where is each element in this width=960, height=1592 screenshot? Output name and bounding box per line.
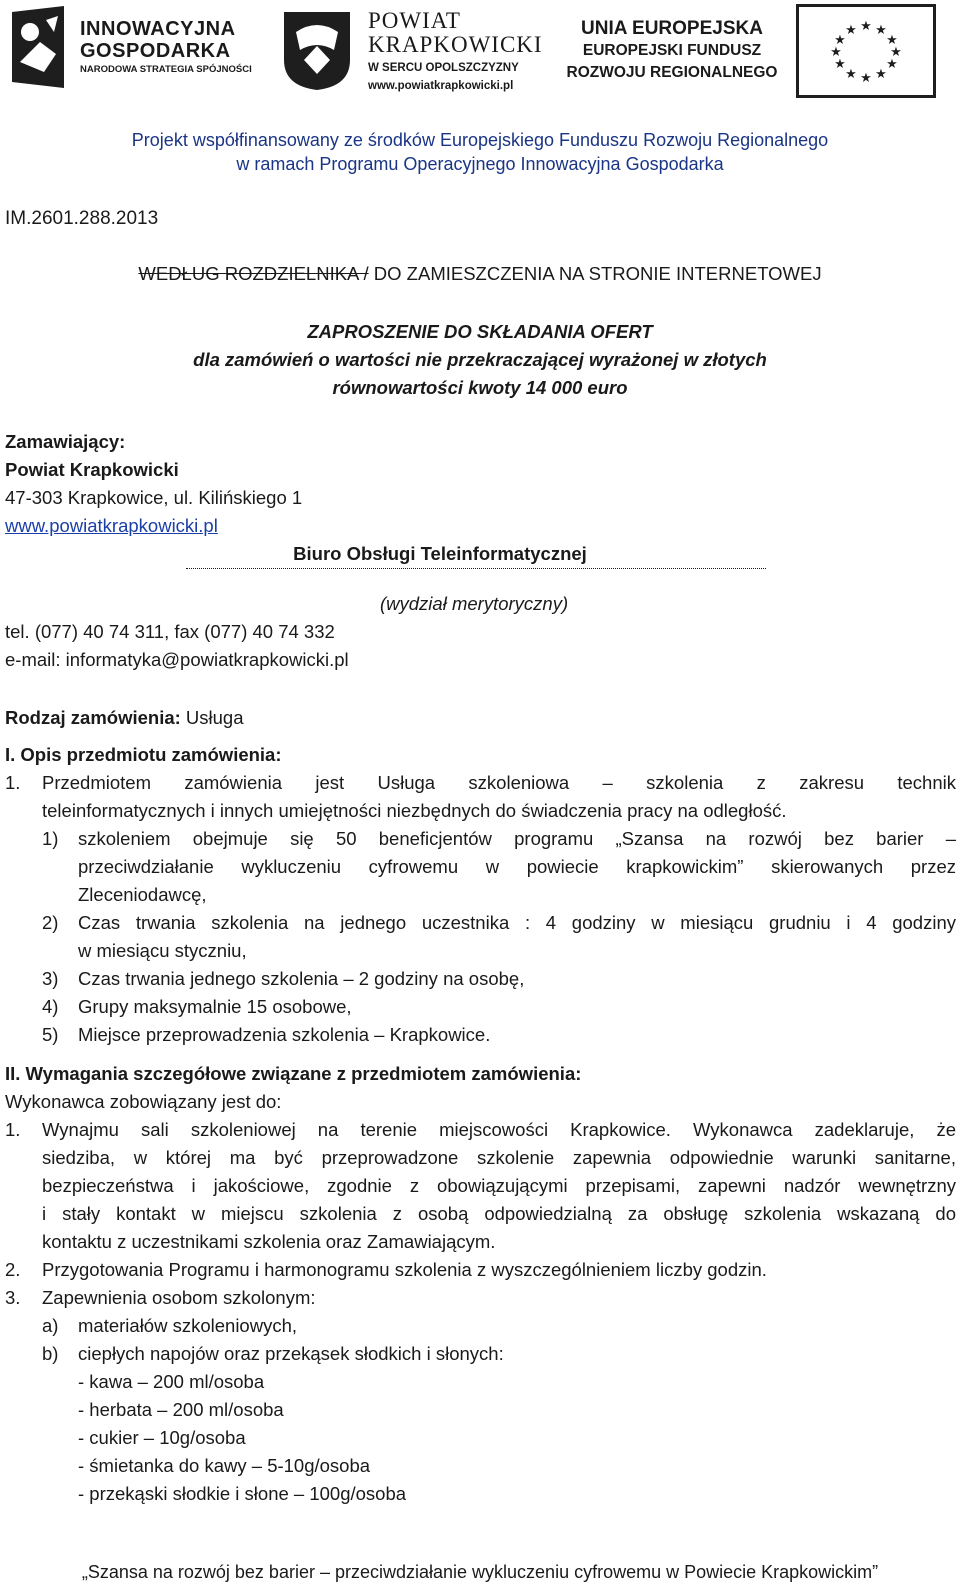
sub1-number: 1) [42, 828, 59, 849]
svg-text:★: ★ [834, 33, 846, 48]
svg-text:★: ★ [845, 67, 857, 82]
logo-unia-europejska [556, 2, 960, 98]
s2-item2-line1: Przygotowania Programu i harmonogramu szkolenia z wyszczególnieniem liczby godzin. [42, 1259, 767, 1280]
innowacyjna-emblem-icon [6, 2, 70, 94]
document-reference: IM.2601.288.2013 [5, 208, 159, 229]
sub1-line1: szkoleniem obejmuje się 50 beneficjentów programu „Szansa na rozwój bez barier – [78, 828, 956, 849]
contact-email: e-mail: informatyka@powiatkrapkowicki.pl [5, 649, 349, 670]
buyer-address: 47-303 Krapkowice, ul. Kilińskiego 1 [5, 487, 303, 508]
logo-powiat-krapkowicki [282, 2, 552, 94]
s2-item1-number: 1. [5, 1119, 21, 1140]
sub2-line1: Czas trwania szkolenia na jednego uczestnika : 4 godziny w miesiącu grudniu i 4 godziny [78, 912, 956, 933]
food-item: - kawa – 200 ml/osoba [78, 1371, 265, 1392]
svg-text:★: ★ [845, 23, 857, 38]
footer-project-name: „Szansa na rozwój bez barier – przeciwdziałanie wykluczeniu cyfrowemu w Powiecie Krapkowickim” [81, 1562, 879, 1582]
s2-item3-line1: Zapewnienia osobom szkolonym: [42, 1287, 316, 1308]
section-2-intro: Wykonawca zobowiązany jest do: [5, 1091, 282, 1112]
order-type-value: Usługa [180, 707, 244, 728]
sec1-item1-line2: teleinformatycznych i innych umiejętności niezbędnych do świadczenia pracy na odległość. [42, 800, 787, 821]
s2-item1-line2: siedziba, w której ma być przeprowadzone szkolenie zapewnia odpowiednie warunki sanitarne, [42, 1147, 956, 1168]
buyer-label: Zamawiający: [5, 431, 126, 452]
contact-phone: tel. (077) 40 74 311, fax (077) 40 74 332 [5, 621, 335, 642]
sub3-line1: Czas trwania jednego szkolenia – 2 godziny na osobę, [78, 968, 525, 989]
svg-text:★: ★ [886, 57, 898, 72]
sub4-number: 4) [42, 996, 59, 1017]
svg-text:★: ★ [860, 19, 872, 34]
order-type-label: Rodzaj zamówienia: [5, 707, 181, 728]
logo2-line2: KRAPKOWICKI [368, 32, 543, 57]
svg-text:★: ★ [886, 33, 898, 48]
section-2-title: II. Wymagania szczegółowe związane z przedmiotem zamówienia: [5, 1063, 582, 1084]
sub2-line2: w miesiącu styczniu, [78, 940, 247, 961]
sec1-item1-line1: Przedmiotem zamówienia jest Usługa szkoleniowa – szkolenia z zakresu technik [42, 772, 956, 793]
logo1-line1: INNOWACYJNA [80, 18, 236, 40]
logo1-line2: GOSPODARKA [80, 40, 231, 62]
food-item: - herbata – 200 ml/osoba [78, 1399, 284, 1420]
s2-item1-line1: Wynajmu sali szkoleniowej na terenie miejscowości Krapkowice. Wykonawca zadeklaruje, że [42, 1119, 956, 1140]
s2-item3b-letter: b) [42, 1343, 59, 1364]
logo-innowacyjna-gospodarka [6, 2, 266, 94]
food-item: - cukier – 10g/osoba [78, 1427, 246, 1448]
department-caption: (wydział merytoryczny) [380, 593, 569, 614]
s2-item1-line5: kontaktu z uczestnikami szkolenia oraz Zamawiającym. [42, 1231, 496, 1252]
section-1-title: I. Opis przedmiotu zamówienia: [5, 744, 282, 765]
eu-flag-icon [796, 4, 936, 98]
title-line-1: ZAPROSZENIE DO SKŁADANIA OFERT [307, 321, 653, 342]
logo3-line2: EUROPEJSKI FUNDUSZ [582, 42, 762, 59]
sec1-item1-number: 1. [5, 772, 21, 793]
project-line-2: w ramach Programu Operacyjnego Innowacyjna Gospodarka [236, 154, 724, 174]
svg-text:★: ★ [890, 45, 902, 60]
logo2-line1: POWIAT [368, 8, 461, 33]
logo2-line3: W SERCU OPOLSZCZYZNY [368, 62, 519, 74]
food-item: - śmietanka do kawy – 5-10g/osoba [78, 1455, 371, 1476]
logo3-line1: UNIA EUROPEJSKA [581, 18, 763, 39]
sub3-number: 3) [42, 968, 59, 989]
svg-text:★: ★ [860, 71, 872, 86]
project-line-1: Projekt współfinansowany ze środków Europejskiego Funduszu Rozwoju Regionalnego [131, 130, 829, 150]
title-line-2: dla zamówień o wartości nie przekraczającej wyrażonej w złotych [193, 349, 767, 370]
sub4-line1: Grupy maksymalnie 15 osobowe, [78, 996, 352, 1017]
s2-item1-line4: i stały kontakt w miejscu szkolenia z osobą odpowiedzialną za obsługę szkolenia wskazaną do [42, 1203, 956, 1224]
svg-text:★: ★ [834, 57, 846, 72]
s2-item3b-text: ciepłych napojów oraz przekąsek słodkich i słonych: [78, 1343, 504, 1364]
department-name: Biuro Obsługi Teleinformatycznej [293, 543, 587, 564]
logo3-line3: ROZWOJU REGIONALNEGO [566, 64, 778, 81]
svg-text:★: ★ [875, 67, 887, 82]
distribution-rest: DO ZAMIESZCZENIA NA STRONIE INTERNETOWEJ [368, 263, 822, 284]
sub5-number: 5) [42, 1024, 59, 1045]
food-item: - przekąski słodkie i słone – 100g/osoba [78, 1483, 407, 1504]
s2-item2-number: 2. [5, 1259, 21, 1280]
buyer-name: Powiat Krapkowicki [5, 459, 179, 480]
department-dotted-line [186, 568, 766, 569]
distribution-struck: WEDŁUG ROZDZIELNIKA / [138, 263, 369, 284]
buyer-website-link[interactable]: www.powiatkrapkowicki.pl [5, 515, 218, 536]
s2-item3a-text: materiałów szkoleniowych, [78, 1315, 298, 1336]
svg-text:★: ★ [830, 45, 842, 60]
s2-item3a-letter: a) [42, 1315, 59, 1336]
title-line-3: równowartości kwoty 14 000 euro [332, 377, 628, 398]
sub1-line2: przeciwdziałanie wykluczeniu cyfrowemu w powiecie krapkowickim” skierowanych przez [78, 856, 956, 877]
svg-text:★: ★ [875, 23, 887, 38]
sub1-line3: Zleceniodawcę, [78, 884, 207, 905]
s2-item3-number: 3. [5, 1287, 21, 1308]
sub5-line1: Miejsce przeprowadzenia szkolenia – Krapkowice. [78, 1024, 491, 1045]
logo2-url: www.powiatkrapkowicki.pl [368, 80, 514, 92]
logo1-line3: NARODOWA STRATEGIA SPÓJNOŚCI [80, 64, 252, 75]
s2-item1-line3: bezpieczeństwa i jakościowe, zgodnie z obowiązującymi przepisami, zapewni nadzór wewnętrzny [42, 1175, 956, 1196]
sub2-number: 2) [42, 912, 59, 933]
order-type [5, 704, 244, 732]
distribution-line [0, 260, 960, 288]
krapkowice-coat-of-arms-icon [282, 10, 352, 92]
